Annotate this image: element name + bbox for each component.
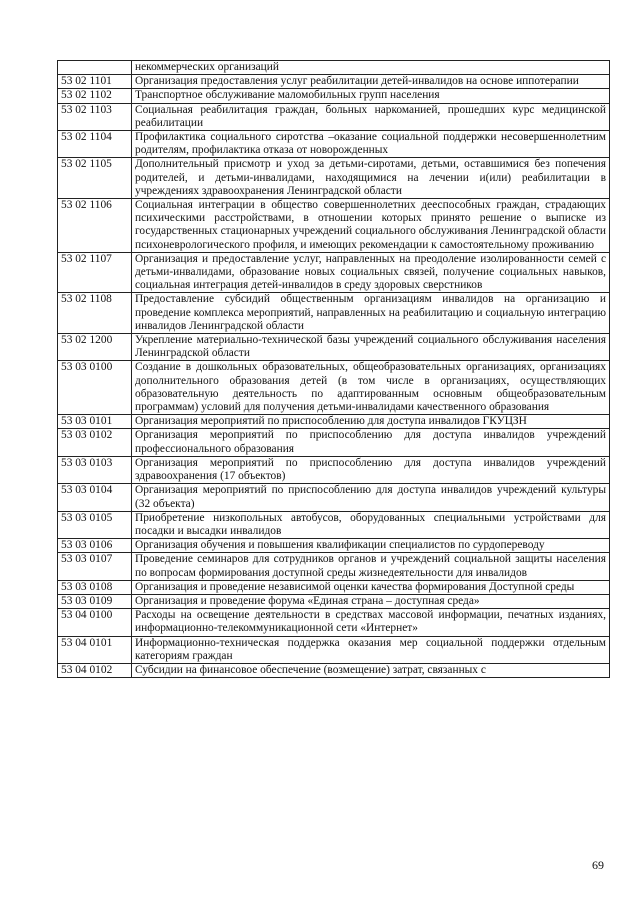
row-description: Социальная интеграции в общество совершеннолетних дееспособных граждан, страдающих психическими расстройствами, в отношении которых принято решение о выписке из государственных стационарных учреждений социального обслуживания Ленинградской области психоневрологического профиля, и имеющих рекомендации к самостоятельному проживанию [132, 199, 610, 253]
row-description: Укрепление материально-технической базы учреждений социального обслуживания населения Ленинградской области [132, 334, 610, 361]
table-row [58, 511, 610, 538]
table-row [58, 609, 610, 636]
table-row [58, 293, 610, 334]
table-row [58, 75, 610, 89]
classification-codes-table [57, 60, 610, 678]
table-row [58, 663, 610, 677]
row-description: Транспортное обслуживание маломобильных групп населения [132, 89, 610, 103]
table-row [58, 252, 610, 293]
row-description: Создание в дошкольных образовательных, общеобразовательных организациях, организациях дополнительного образования детей (в том числе в организациях, осуществляющих образовательную деятельность по адаптированным основным общеобразовательным программам) условий для получения детьми-инвалидами качественного образования [132, 361, 610, 415]
table-row [58, 89, 610, 103]
row-description: Приобретение низкопольных автобусов, оборудованных специальными устройствами для посадки и высадки инвалидов [132, 511, 610, 538]
row-code: 53 03 0101 [58, 415, 132, 429]
table-row [58, 484, 610, 511]
row-code: 53 04 0100 [58, 609, 132, 636]
row-code [58, 61, 132, 75]
table-body [58, 61, 610, 678]
row-description: Информационно-техническая поддержка оказания мер социальной поддержки отдельным категориям граждан [132, 636, 610, 663]
row-code: 53 02 1101 [58, 75, 132, 89]
table-row [58, 594, 610, 608]
row-description: Организация мероприятий по приспособлению для доступа инвалидов учреждений здравоохранения (17 объектов) [132, 456, 610, 483]
row-code: 53 03 0102 [58, 429, 132, 456]
table-row [58, 553, 610, 580]
row-description: некоммерческих организаций [132, 61, 610, 75]
row-code: 53 03 0105 [58, 511, 132, 538]
table-row [58, 103, 610, 130]
row-description: Предоставление субсидий общественным организациям инвалидов на организацию и проведение комплекса мероприятий, направленных на реабилитацию и социальную интеграцию инвалидов Ленинградской области [132, 293, 610, 334]
table-row [58, 456, 610, 483]
table-row [58, 429, 610, 456]
row-description: Организация и проведение форума «Единая страна – доступная среда» [132, 594, 610, 608]
table-row [58, 61, 610, 75]
row-code: 53 04 0101 [58, 636, 132, 663]
row-code: 53 03 0100 [58, 361, 132, 415]
row-description: Профилактика социального сиротства –оказание социальной поддержки несовершеннолетним родителям, профилактика отказа от новорожденных [132, 131, 610, 158]
row-code: 53 04 0102 [58, 663, 132, 677]
row-description: Организация предоставления услуг реабилитации детей-инвалидов на основе иппотерапии [132, 75, 610, 89]
table-row [58, 361, 610, 415]
row-description: Дополнительный присмотр и уход за детьми-сиротами, детьми, оставшимися без попечения родителей, и детьми-инвалидами, находящимися на лечении и(или) реабилитации в учреждениях здравоохранения Ленинградской области [132, 158, 610, 199]
row-code: 53 03 0103 [58, 456, 132, 483]
row-description: Проведение семинаров для сотрудников органов и учреждений социальной защиты населения по вопросам формирования доступной среды жизнедеятельности для инвалидов [132, 553, 610, 580]
row-code: 53 02 1105 [58, 158, 132, 199]
row-description: Социальная реабилитация граждан, больных наркоманией, прошедших курс медицинской реабилитации [132, 103, 610, 130]
row-code: 53 03 0109 [58, 594, 132, 608]
table-row [58, 636, 610, 663]
table-row [58, 158, 610, 199]
row-description: Расходы на освещение деятельности в средствах массовой информации, печатных изданиях, информационно-телекоммуникационной сети «Интернет» [132, 609, 610, 636]
table-row [58, 131, 610, 158]
table-row [58, 199, 610, 253]
row-description: Организация мероприятий по приспособлению для доступа инвалидов учреждений культуры (32 объекта) [132, 484, 610, 511]
row-description: Организация мероприятий по приспособлению для доступа инвалидов ГКУЦЗН [132, 415, 610, 429]
row-description: Организация и проведение независимой оценки качества формирования Доступной среды [132, 580, 610, 594]
row-code: 53 02 1200 [58, 334, 132, 361]
row-description: Субсидии на финансовое обеспечение (возмещение) затрат, связанных с [132, 663, 610, 677]
row-code: 53 02 1106 [58, 199, 132, 253]
row-description: Организация и предоставление услуг, направленных на преодоление изолированности семей с детьми-инвалидами, образование новых социальных связей, получение социальных навыков, социальная интеграция детей-инвалидов в среду здоровых сверстников [132, 252, 610, 293]
row-code: 53 02 1104 [58, 131, 132, 158]
table-row [58, 580, 610, 594]
row-code: 53 03 0106 [58, 539, 132, 553]
table-row [58, 539, 610, 553]
row-description: Организация мероприятий по приспособлению для доступа инвалидов учреждений профессионального образования [132, 429, 610, 456]
row-code: 53 02 1103 [58, 103, 132, 130]
table-row [58, 415, 610, 429]
row-description: Организация обучения и повышения квалификации специалистов по сурдопереводу [132, 539, 610, 553]
document-page [57, 60, 609, 678]
page-number: 69 [592, 858, 604, 872]
row-code: 53 02 1108 [58, 293, 132, 334]
row-code: 53 03 0108 [58, 580, 132, 594]
row-code: 53 02 1102 [58, 89, 132, 103]
table-row [58, 334, 610, 361]
row-code: 53 03 0107 [58, 553, 132, 580]
row-code: 53 02 1107 [58, 252, 132, 293]
row-code: 53 03 0104 [58, 484, 132, 511]
